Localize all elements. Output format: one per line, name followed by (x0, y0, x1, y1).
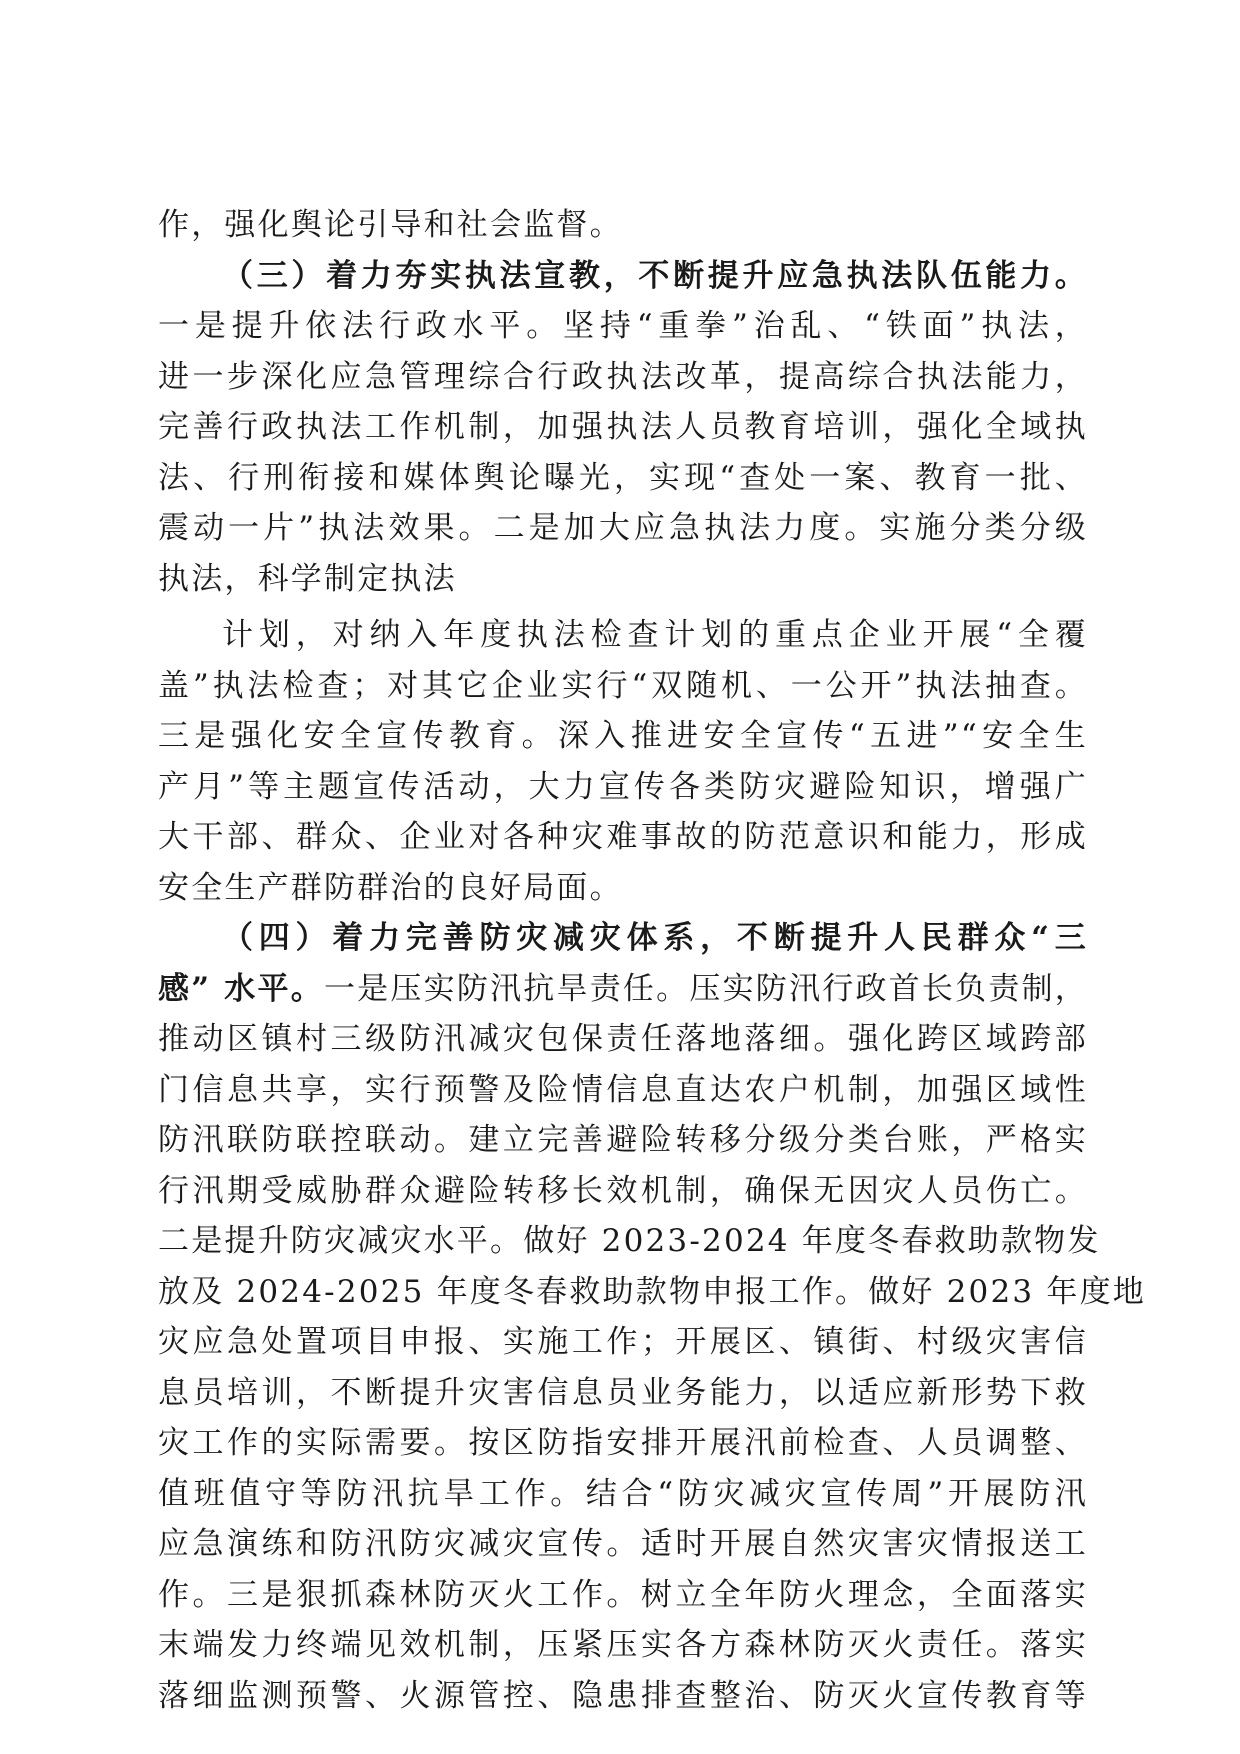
text-line: 防汛联防联控联动。建立完善避险转移分级分类台账，严格实 (158, 1122, 1088, 1158)
text-line: 计划，对纳入年度执法检查计划的重点企业开展“全覆 (222, 617, 1088, 653)
text-line: 三是强化安全宣传教育。深入推进安全宣传“五进”“安全生 (158, 718, 1088, 754)
section-heading-3: （三）着力夯实执法宣教，不断提升应急执法队伍能力。 (222, 257, 1088, 294)
text-line: 产月”等主题宣传活动，大力宣传各类防灾避险知识，增强广 (158, 768, 1088, 805)
text-line: 门信息共享，实行预警及险情信息直达农户机制，加强区域性 (158, 1071, 1088, 1108)
section-heading-4: （四）着力完善防灾减灾体系，不断提升人民群众“三 (222, 920, 1088, 956)
text-line: 灾应急处置项目申报、实施工作；开展区、镇街、村级灾害信 (158, 1324, 1088, 1360)
text-line: 执法，科学制定执法 (158, 560, 457, 597)
text-line: 震动一片”执法效果。二是加大应急执法力度。实施分类分级 (158, 510, 1088, 546)
text-line: 行汛期受威胁群众避险转移长效机制，确保无因灾人员伤亡。 (158, 1172, 1088, 1209)
text-line-cont: 一是压实防汛抗旱责任。压实防汛行政首长负责制， (323, 970, 1088, 1007)
text-line (158, 964, 1088, 1015)
text-line: 法、行刑衔接和媒体舆论曝光，实现“查处一案、教育一批、 (158, 459, 1088, 496)
body-text (158, 200, 1146, 1721)
text-line: 盖”执法检查；对其它企业实行“双随机、一公开”执法抽查。 (158, 667, 1088, 704)
text-line: 放及 2024-2025 年度冬春救助款物申报工作。做好 2023 年度地 (158, 1273, 1146, 1310)
text-line: 作，强化舆论引导和社会监督。 (158, 207, 623, 243)
text-line: 落细监测预警、火源管控、隐患排查整治、防灭火宣传教育等 (158, 1677, 1088, 1714)
text-line: 末端发力终端见效机制，压紧压实各方森林防灭火责任。落实 (158, 1627, 1088, 1663)
text-line: 一是提升依法行政水平。坚持“重拳”治乱、“铁面”执法， (158, 308, 1088, 344)
text-line: 灾工作的实际需要。按区防指安排开展汛前检查、人员调整、 (158, 1425, 1088, 1461)
text-line: 息员培训，不断提升灾害信息员业务能力，以适应新形势下救 (158, 1374, 1088, 1411)
section-heading-4-cont: 感” 水平。 (158, 970, 324, 1007)
text-line: 作。三是狠抓森林防灭火工作。树立全年防火理念，全面落实 (158, 1576, 1088, 1613)
text-line: 进一步深化应急管理综合行政执法改革，提高综合执法能力， (158, 358, 1088, 395)
text-line: 完善行政执法工作机制，加强执法人员教育培训，强化全域执 (158, 409, 1088, 445)
text-line: 应急演练和防汛防灾减灾宣传。适时开展自然灾害灾情报送工 (158, 1526, 1088, 1562)
text-line: 安全生产群防群治的良好局面。 (158, 869, 623, 906)
text-line: 值班值守等防汛抗旱工作。结合“防灾减灾宣传周”开展防汛 (158, 1475, 1088, 1512)
text-line: 大干部、群众、企业对各种灾难事故的防范意识和能力，形成 (158, 819, 1088, 855)
text-line: 二是提升防灾减灾水平。做好 2023-2024 年度冬春救助款物发 (158, 1223, 1101, 1259)
text-line: 推动区镇村三级防汛减灾包保责任落地落细。强化跨区域跨部 (158, 1021, 1088, 1057)
